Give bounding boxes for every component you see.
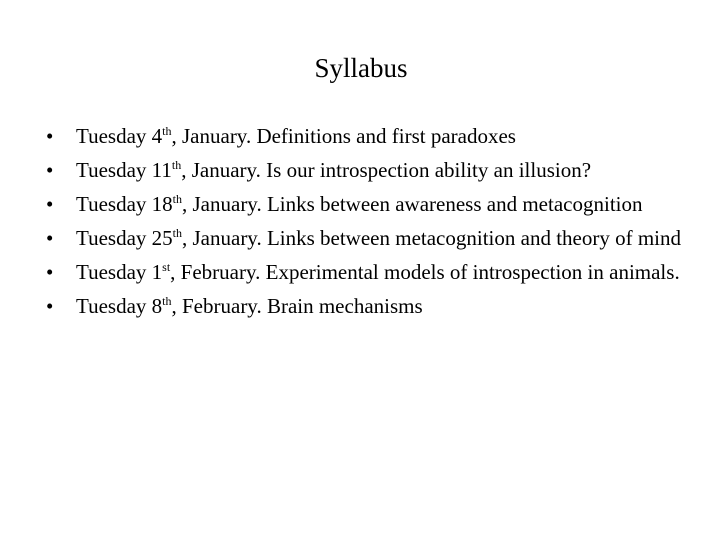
bullet-icon: • (46, 226, 54, 250)
syllabus-item (46, 189, 696, 219)
slide-title: Syllabus (314, 53, 408, 83)
item-text: , January. Definitions and first paradoxes (171, 124, 516, 148)
syllabus-item (46, 257, 696, 287)
syllabus-item (46, 291, 696, 321)
item-date: Tuesday 11 (76, 158, 172, 182)
item-ordinal-suffix: st (162, 260, 171, 274)
item-date: Tuesday 4 (76, 124, 163, 148)
item-date: Tuesday 8 (76, 294, 163, 318)
item-ordinal-suffix: th (171, 158, 182, 172)
syllabus-list (46, 121, 696, 325)
item-text: , January. Links between awareness and metacognition (182, 192, 643, 216)
item-ordinal-suffix: th (172, 226, 182, 240)
item-date: Tuesday 18 (76, 192, 173, 216)
item-text: , January. Is our introspection ability an illusion? (181, 158, 592, 182)
item-date: Tuesday 25 (76, 226, 173, 250)
syllabus-item (46, 155, 696, 185)
bullet-icon: • (46, 260, 54, 284)
bullet-icon: • (46, 294, 54, 318)
item-text: , February. Experimental models of introspection in animals. (170, 260, 680, 284)
item-ordinal-suffix: th (162, 294, 172, 308)
bullet-icon: • (46, 192, 54, 216)
item-text: , January. Links between metacognition and theory of mind (182, 226, 682, 250)
syllabus-item (46, 223, 696, 253)
item-ordinal-suffix: th (162, 124, 172, 138)
item-ordinal-suffix: th (172, 192, 182, 206)
bullet-icon: • (46, 124, 54, 148)
bullet-icon: • (46, 158, 54, 182)
syllabus-item (46, 121, 696, 151)
item-text: , February. Brain mechanisms (171, 294, 423, 318)
item-date: Tuesday 1 (76, 260, 163, 284)
